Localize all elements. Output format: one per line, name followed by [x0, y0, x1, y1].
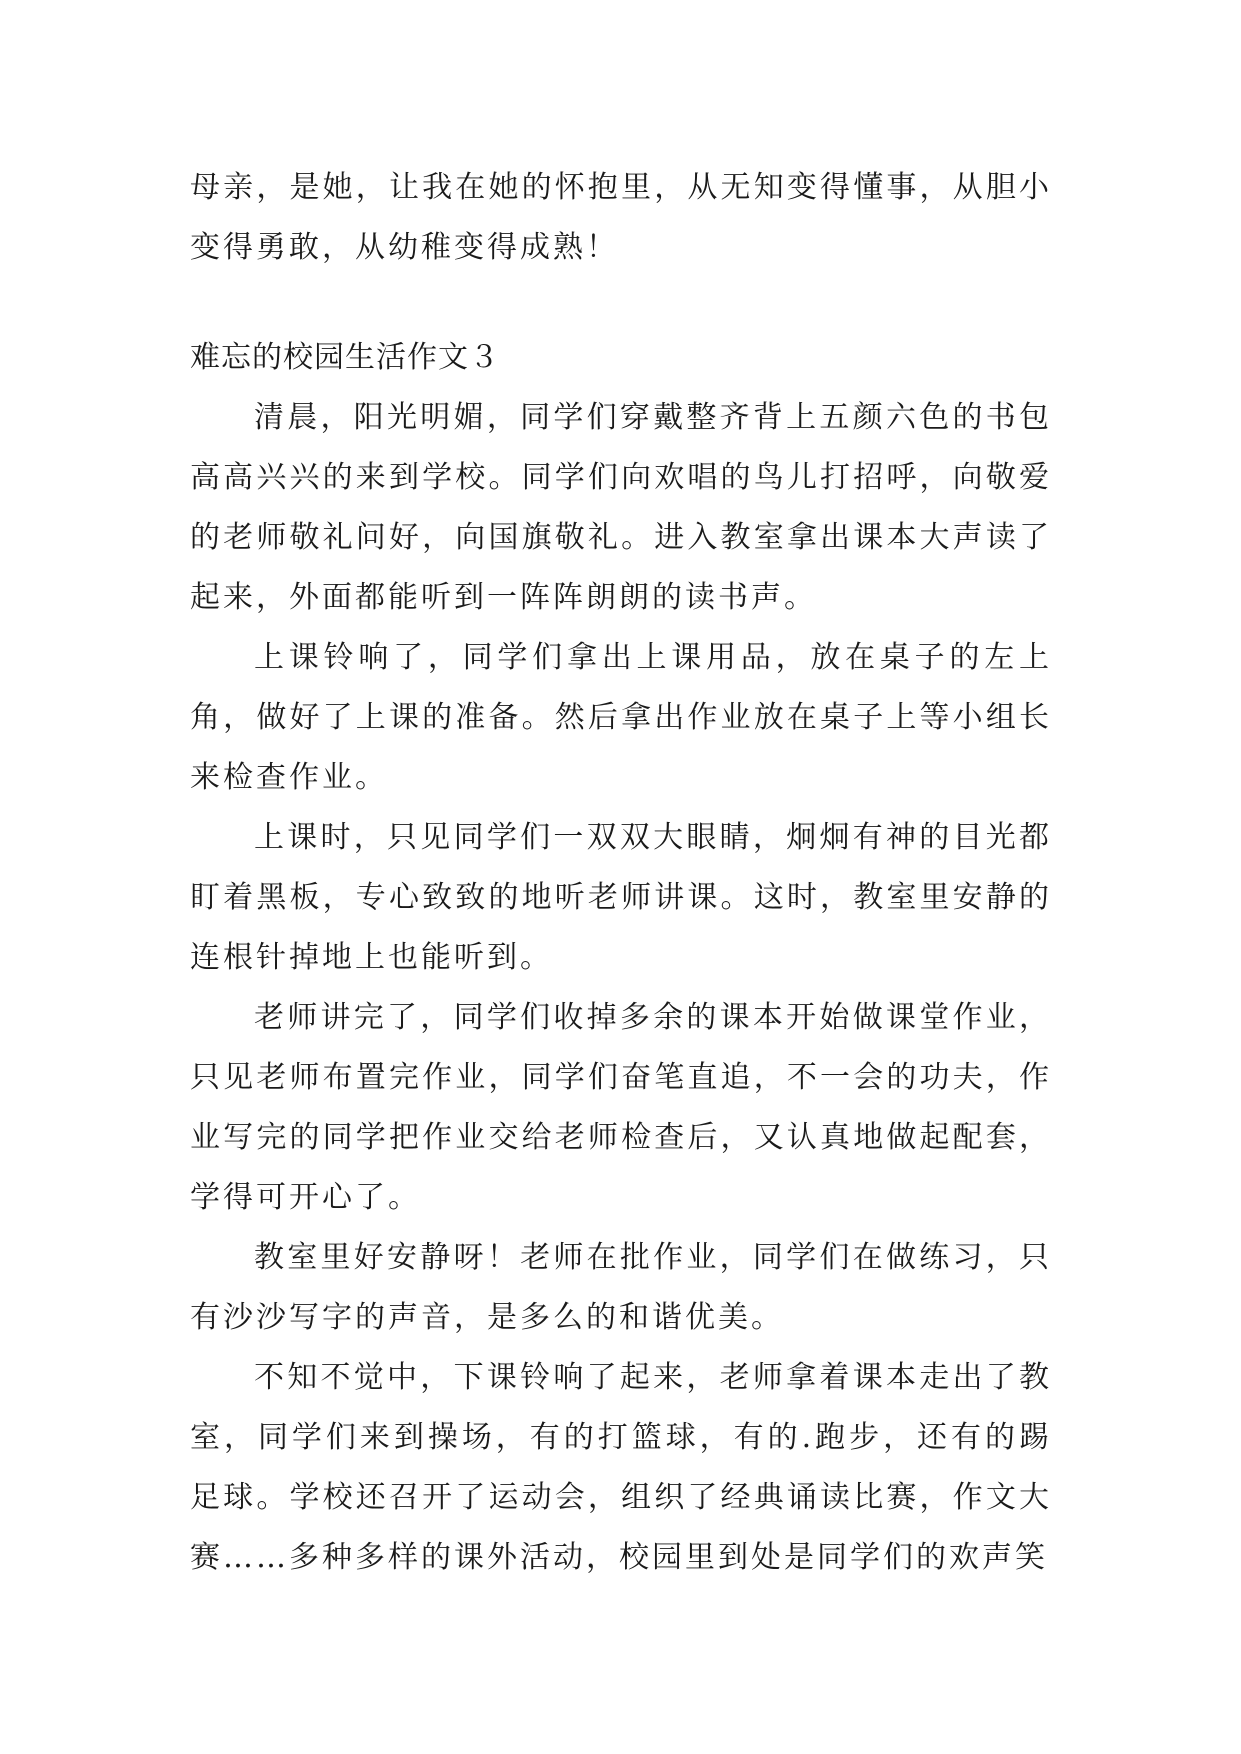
- paragraph-6: 不知不觉中，下课铃响了起来，老师拿着课本走出了教室，同学们来到操场，有的打篮球，有的.跑步，还有的踢足球。学校还召开了运动会，组织了经典诵读比赛，作文大赛……多种多样的课外活动，校园里到处是同学们的欢声笑: [190, 1360, 1052, 1575]
- paragraph-4: 老师讲完了，同学们收掉多余的课本开始做课堂作业，只见老师布置完作业，同学们奋笔直追，不一会的功夫，作业写完的同学把作业交给老师检查后，又认真地做起配套，学得可开心了。: [190, 1000, 1052, 1215]
- document-body: [190, 158, 1052, 1588]
- paragraph-5: 教室里好安静呀！老师在批作业，同学们在做练习，只有沙沙写字的声音，是多么的和谐优美。: [190, 1240, 1052, 1335]
- paragraph-1: 清晨，阳光明媚，同学们穿戴整齐背上五颜六色的书包高高兴兴的来到学校。同学们向欢唱的鸟儿打招呼，向敬爱的老师敬礼问好，向国旗敬礼。进入教室拿出课本大声读了起来，外面都能听到一阵阵朗朗的读书声。: [190, 400, 1052, 615]
- paragraph-2: 上课铃响了，同学们拿出上课用品，放在桌子的左上角，做好了上课的准备。然后拿出作业放在桌子上等小组长来检查作业。: [190, 640, 1052, 795]
- paragraph-3: 上课时，只见同学们一双双大眼睛，炯炯有神的目光都盯着黑板，专心致致的地听老师讲课。这时，教室里安静的连根针掉地上也能听到。: [190, 820, 1052, 975]
- essay-heading: 难忘的校园生活作文３: [190, 340, 500, 375]
- intro-paragraph: 母亲，是她，让我在她的怀抱里，从无知变得懂事，从胆小变得勇敢，从幼稚变得成熟！: [190, 170, 1052, 265]
